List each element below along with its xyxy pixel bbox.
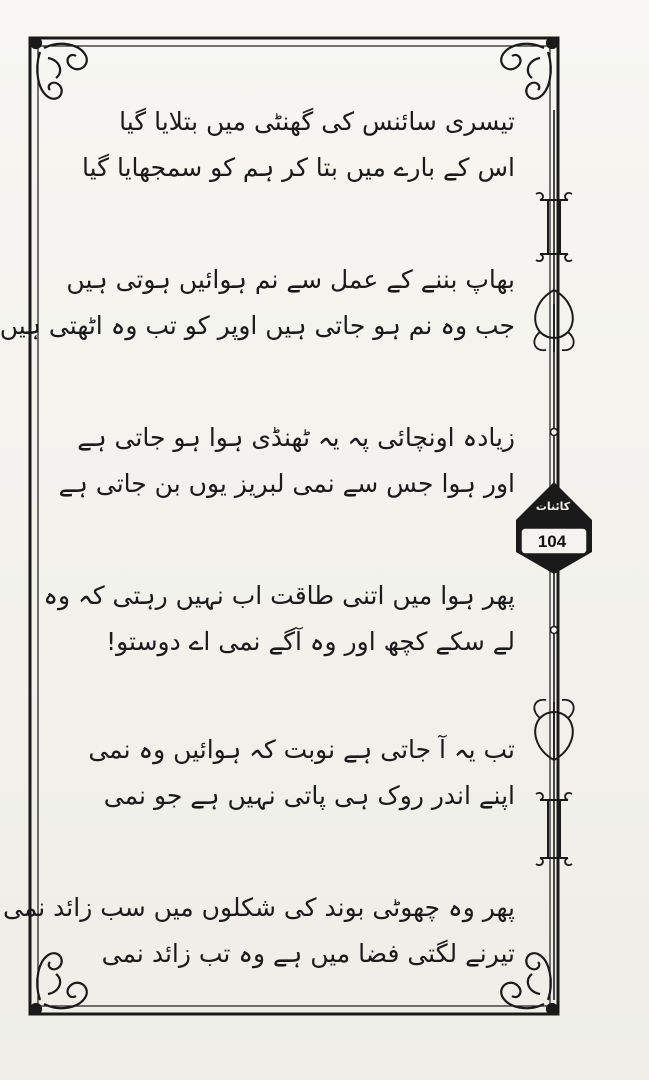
corner-ornament-bottom-left xyxy=(31,953,87,1014)
verse-line: پھر وہ چھوٹی بوند کی شکلوں میں سب زائد نمی xyxy=(2,893,515,922)
stanza-1 xyxy=(81,104,515,186)
corner-ornament-top-left xyxy=(31,38,87,99)
stanza-5 xyxy=(88,732,515,814)
verse-line: جب وہ نم ہو جاتی ہیں اوپر کو تب وہ اٹھتی ہیں xyxy=(0,311,515,340)
corner-ornament-top-right xyxy=(501,38,557,99)
stanza-2 xyxy=(0,262,515,344)
verse-line: اس کے بارے میں بتا کر ہم کو سمجھایا گیا xyxy=(81,153,515,182)
stanza-3 xyxy=(58,420,515,502)
page-number: 104 xyxy=(537,532,567,551)
verse-line: تیسری سائنس کی گھنٹی میں بتلایا گیا xyxy=(119,107,515,136)
stanza-6 xyxy=(2,890,515,972)
verse-line: تیرنے لگتی فضا میں ہے وہ تب زائد نمی xyxy=(101,939,515,968)
verse-line: لے سکے کچھ اور وہ آگے نمی اے دوستو! xyxy=(106,627,515,656)
badge-logo-text: کائنات xyxy=(535,500,571,513)
verse-line: اور ہوا جس سے نمی لبریز یوں بن جاتی ہے xyxy=(58,469,515,498)
verse-line: اپنے اندر روک ہی پاتی نہیں ہے جو نمی xyxy=(103,781,515,810)
verse-line: پھر ہوا میں اتنی طاقت اب نہیں رہتی کہ وہ xyxy=(43,581,515,610)
verse-line: تب یہ آ جاتی ہے نوبت کہ ہوائیں وہ نمی xyxy=(88,735,515,764)
frame-inner-line xyxy=(0,46,550,1006)
verse-line: بھاپ بننے کے عمل سے نم ہوائیں ہوتی ہیں xyxy=(66,265,515,294)
verse-line: زیادہ اونچائی پہ یہ ٹھنڈی ہوا ہو جاتی ہے xyxy=(77,423,515,452)
stanza-4 xyxy=(43,578,515,660)
